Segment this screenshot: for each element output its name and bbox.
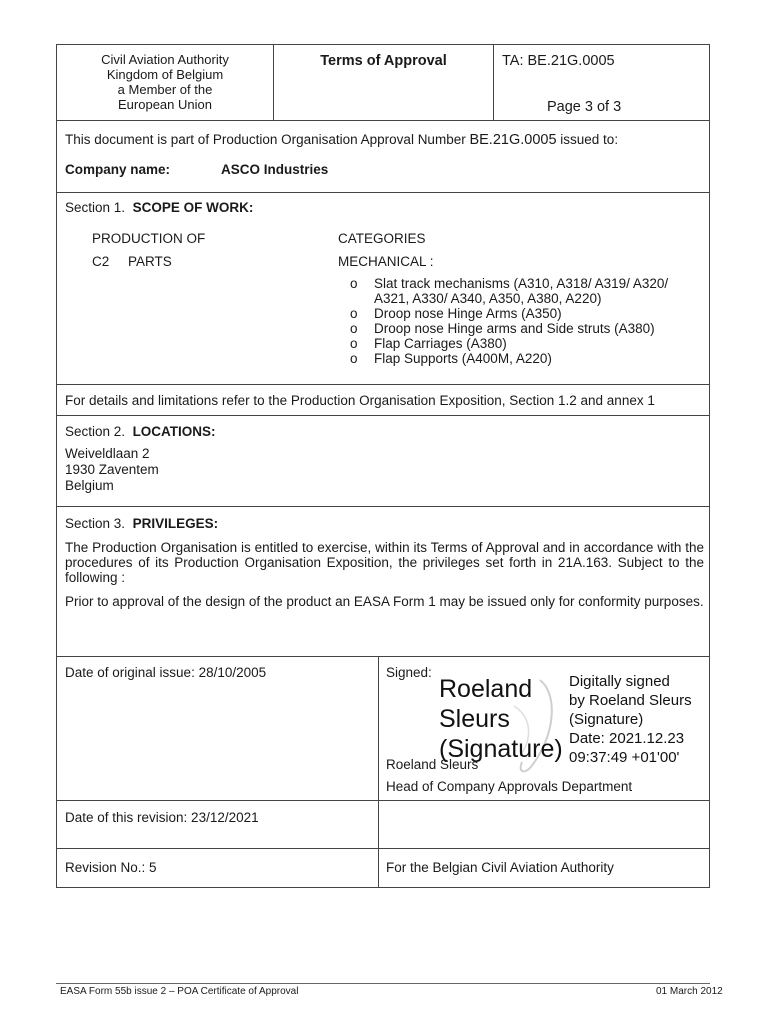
revision-number: Revision No.: 5	[65, 860, 157, 875]
digital-line: by Roeland Sleurs	[569, 692, 692, 709]
signed-label: Signed:	[386, 665, 432, 680]
list-item-text: Flap Carriages (A380)	[374, 336, 507, 351]
address-line: Belgium	[65, 478, 114, 493]
document-title: Terms of Approval	[320, 53, 447, 69]
digital-line: Digitally signed	[569, 673, 670, 690]
signature-line: Roeland	[439, 675, 533, 703]
parts-label: PARTS	[128, 254, 172, 269]
intro-suffix: issued to:	[556, 132, 619, 147]
list-item-text: Flap Supports (A400M, A220)	[374, 351, 552, 366]
details-note: For details and limitations refer to the Production Organisation Exposition, Section 1.2 and annex 1	[65, 393, 655, 408]
footer-date: 01 March 2012	[656, 986, 723, 997]
authority-block	[58, 52, 272, 112]
digital-line: 09:37:49 +01'00'	[569, 749, 680, 766]
production-of-label: PRODUCTION OF	[92, 231, 206, 246]
section1-title: SCOPE OF WORK:	[132, 200, 254, 215]
bullet-icon: o	[350, 351, 358, 366]
footer-rule	[56, 983, 710, 984]
class-code: C2	[92, 254, 110, 269]
intro-prefix: This document is part of Production Organisation Approval Number	[65, 132, 470, 147]
footer-form: EASA Form 55b issue 2 – POA Certificate of Approval	[60, 986, 299, 997]
bullet-icon: o	[350, 321, 358, 336]
header-divider-2	[493, 44, 494, 120]
company-name: ASCO Industries	[221, 162, 329, 177]
section1-heading	[65, 200, 253, 215]
authority-line: a Member of the	[117, 82, 213, 97]
list-item	[350, 276, 668, 291]
authority-line: Kingdom of Belgium	[106, 67, 224, 82]
list-item	[350, 336, 668, 351]
scope-list	[350, 276, 668, 366]
authority-signoff: For the Belgian Civil Aviation Authority	[386, 860, 614, 875]
bullet-icon: o	[350, 336, 358, 351]
ta-reference: TA: BE.21G.0005	[502, 53, 615, 69]
approval-number: BE.21G.0005	[469, 132, 557, 148]
rule	[56, 656, 710, 657]
address-block	[65, 446, 159, 494]
privileges-paragraph: The Production Organisation is entitled to exercise, within its Terms of Approval and in accordance with the procedures of its Production Organisation Exposition, the privileges set forth in 21A.163. Subject to the following :	[65, 540, 704, 585]
list-item-text: Droop nose Hinge arms and Side struts (A380)	[374, 321, 655, 336]
list-item-text: Slat track mechanisms (A310, A318/ A319/ A320/	[374, 276, 669, 291]
section2-label: Section 2.	[65, 424, 126, 439]
section3-label: Section 3.	[65, 516, 126, 531]
digital-line: Date: 2021.12.23	[569, 730, 685, 747]
page-number: Page 3 of 3	[547, 99, 622, 115]
section3-title: PRIVILEGES:	[132, 516, 219, 531]
signer-title: Head of Company Approvals Department	[386, 779, 633, 794]
list-item	[350, 291, 668, 306]
section3-heading	[65, 516, 218, 531]
digital-line: (Signature)	[569, 711, 644, 728]
intro-text	[65, 132, 618, 148]
bullet-icon: o	[350, 276, 358, 291]
signature-line: (Signature)	[439, 735, 563, 763]
rule	[56, 192, 710, 193]
section2-title: LOCATIONS:	[132, 424, 216, 439]
address-line: 1930 Zaventem	[65, 462, 159, 477]
rule	[56, 415, 710, 416]
mechanical-label: MECHANICAL :	[338, 254, 434, 269]
original-issue-date: Date of original issue: 28/10/2005	[65, 665, 267, 680]
bullet-icon: o	[350, 306, 358, 321]
authority-line: Civil Aviation Authority	[101, 52, 229, 67]
rule	[56, 800, 710, 801]
authority-line: European Union	[118, 97, 212, 112]
section1-label: Section 1.	[65, 200, 126, 215]
list-item	[350, 351, 668, 366]
address-line: Weiveldlaan 2	[65, 446, 150, 461]
digital-signature-block	[569, 672, 692, 767]
signature-line: Sleurs	[439, 705, 510, 733]
categories-label: CATEGORIES	[338, 231, 426, 246]
list-item-text: A321, A330/ A340, A350, A380, A220)	[374, 291, 602, 306]
conformity-paragraph: Prior to approval of the design of the product an EASA Form 1 may be issued only for conformity purposes.	[65, 594, 704, 609]
rule	[56, 120, 710, 121]
list-item	[350, 306, 668, 321]
signer-name: Roeland Sleurs	[386, 757, 479, 772]
list-item-text: Droop nose Hinge Arms (A350)	[374, 306, 562, 321]
company-label: Company name:	[65, 162, 171, 177]
rule	[56, 848, 710, 849]
rule	[56, 384, 710, 385]
revision-date: Date of this revision: 23/12/2021	[65, 810, 259, 825]
signature-name-block	[439, 674, 563, 764]
list-item	[350, 321, 668, 336]
rule	[56, 506, 710, 507]
section2-heading	[65, 424, 216, 439]
signoff-divider	[378, 656, 379, 888]
